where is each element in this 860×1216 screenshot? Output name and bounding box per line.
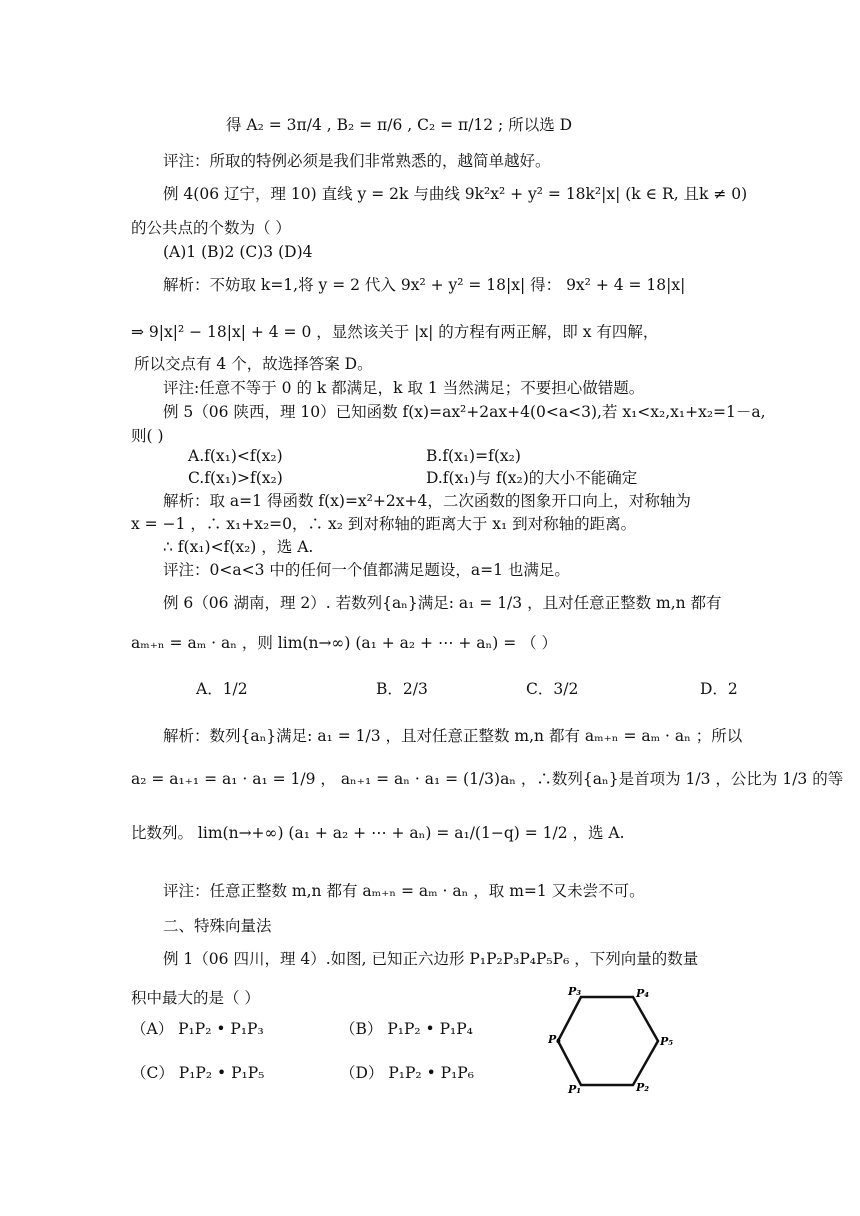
line-28: 评注：任意正整数 m,n 都有 aₘ₊ₙ = aₘ · aₙ ，取 m=1 又未尝不可。 bbox=[163, 882, 645, 900]
hexagon-label-p5-right: P₅ bbox=[660, 1035, 674, 1048]
line-26: a₂ = a₁₊₁ = a₁ · a₁ = 1/9 ， aₙ₊₁ = aₙ · a₁ = (1/3)aₙ ，∴数列{aₙ}是首项为 1/3 ，公比为 1/3 的等 bbox=[131, 770, 844, 788]
line-21: A．1/2 bbox=[196, 680, 248, 698]
line-34: （C） P₁P₂ • P₁P₅ bbox=[131, 1064, 265, 1082]
line-17: ∴ f(x₁)<f(x₂) ，选 A. bbox=[163, 538, 314, 556]
line-10: 则( ) bbox=[131, 427, 164, 445]
line-32: （A） P₁P₂ • P₁P₃ bbox=[131, 1020, 264, 1038]
line-1: 评注：所取的特例必须是我们非常熟悉的，越简单越好。 bbox=[163, 152, 551, 170]
line-3: 的公共点的个数为（ ） bbox=[131, 219, 291, 237]
line-35: （D） P₁P₂ • P₁P₆ bbox=[340, 1064, 474, 1082]
line-33: （B） P₁P₂ • P₁P₄ bbox=[340, 1020, 473, 1038]
hexagon-label-p1: P₁ bbox=[568, 1083, 582, 1096]
line-22: B．2/3 bbox=[376, 680, 428, 698]
line-14: D.f(x₁)与 f(x₂)的大小不能确定 bbox=[426, 469, 638, 487]
line-20: aₘ₊ₙ = aₘ · aₙ ，则 lim(n→∞) (a₁ + a₂ + ⋯ + aₙ) = （ ） bbox=[131, 634, 558, 652]
line-4: (A)1 (B)2 (C)3 (D)4 bbox=[163, 243, 313, 261]
line-15: 解析：取 a=1 得函数 f(x)=x²+2x+4，二次函数的图象开口向上，对称轴为 bbox=[163, 492, 691, 510]
line-11: A.f(x₁)<f(x₂) bbox=[188, 447, 283, 465]
line-9: 例 5（06 陕西，理 10）已知函数 f(x)=ax²+2ax+4(0<a<3),若 x₁<x₂,x₁+x₂=1－a, bbox=[163, 403, 766, 421]
line-19: 例 6（06 湖南，理 2）. 若数列{aₙ}满足: a₁ = 1/3 ，且对任意正整数 m,n 都有 bbox=[163, 594, 722, 612]
line-27: 比数列。 lim(n→+∞) (a₁ + a₂ + ⋯ + aₙ) = a₁/(1−q) = 1/2 ，选 A. bbox=[131, 824, 625, 842]
line-23: C．3/2 bbox=[526, 680, 579, 698]
line-18: 评注：0<a<3 中的任何一个值都满足题设，a=1 也满足。 bbox=[163, 561, 570, 579]
hexagon-shape bbox=[558, 997, 658, 1085]
line-29: 二、特殊向量法 bbox=[163, 917, 272, 935]
hexagon-figure bbox=[548, 985, 678, 1097]
line-24: D．2 bbox=[700, 680, 738, 698]
line-31: 积中最大的是（ ） bbox=[131, 989, 260, 1007]
line-13: C.f(x₁)>f(x₂) bbox=[188, 469, 283, 487]
line-6: ⇒ 9|x|² − 18|x| + 4 = 0 ，显然该关于 |x| 的方程有两正解，即 x 有四解， bbox=[131, 323, 659, 341]
line-12: B.f(x₁)=f(x₂) bbox=[426, 447, 521, 465]
line-5: 解析：不妨取 k=1,将 y = 2 代入 9x² + y² = 18|x| 得： 9x² + 4 = 18|x| bbox=[163, 276, 686, 294]
hexagon-label-p2: P₂ bbox=[636, 1081, 650, 1094]
hexagon-label-p6: P₆ bbox=[548, 1033, 562, 1046]
line-25: 解析：数列{aₙ}满足: a₁ = 1/3 ，且对任意正整数 m,n 都有 aₘ₊ₙ = aₘ · aₙ ；所以 bbox=[163, 727, 743, 745]
line-0: 得 A₂ = 3π/4 , B₂ = π/6 , C₂ = π/12 ; 所以选 D bbox=[226, 116, 573, 134]
line-8: 评注:任意不等于 0 的 k 都满足，k 取 1 当然满足；不要担心做错题。 bbox=[163, 379, 645, 397]
line-30: 例 1（06 四川，理 4）.如图, 已知正六边形 P₁P₂P₃P₄P₅P₆ ，下列向量的数量 bbox=[163, 950, 699, 968]
line-7: 所以交点有 4 个，故选择答案 D。 bbox=[134, 355, 373, 373]
hexagon-label-p4: P₄ bbox=[636, 987, 650, 1000]
hexagon-label-p3-top-left: P₃ bbox=[568, 985, 582, 998]
line-16: x = −1 ，∴ x₁+x₂=0，∴ x₂ 到对称轴的距离大于 x₁ 到对称轴的距离。 bbox=[131, 515, 637, 533]
line-2: 例 4(06 辽宁，理 10) 直线 y = 2k 与曲线 9k²x² + y² = 18k²|x| (k ∈ R, 且k ≠ 0) bbox=[163, 185, 748, 203]
